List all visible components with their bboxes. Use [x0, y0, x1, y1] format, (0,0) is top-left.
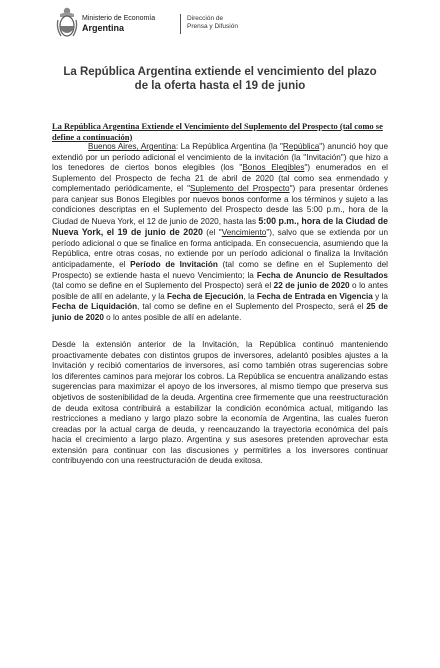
paragraph-2: Desde la extensión anterior de la Invitación, la República continuó manteniendo proactivamente debates con distintos grupos de inversores, adelantó posibles ajustes a la Invitación y recibió comentarios de inversores, así como también otras sugerencias sobre los diferentes caminos para mejorar los cobros. La República se encuentra analizando estas sugerencias para maximizar el apoyo de los inversores, al mismo tiempo que preserva sus objetivos de sostenibilidad de la deuda. Argentina cree firmemente que una reestructuración de deuda exitosa contribuirá a estabilizar la condición económica actual, mitigando las restricciones a mediano y largo plazo sobre la economía de Argentina, las cuales fueron creadas por la actual carga de deuda, y reencauzando la trayectoria económica del país hacia el crecimiento a largo plazo. Argentina y sus asesores pretenden aprovechar esta extensión para continuar con las discusiones y permitirles a los inversores continuar contribuyendo con una reestructuración de deuda exitosa. [52, 340, 388, 466]
department-line-2: Prensa y Difusión [187, 23, 238, 30]
date-25-junio: 25 de junio de 2020 [52, 302, 388, 322]
text: : La República Argentina (la " [175, 142, 283, 151]
deadline-bold: 5:00 p.m., hora de la Ciudad de Nueva York, el 19 de junio de 2020 [52, 215, 388, 238]
text: ") anunció hoy que extendió por un período adicional el vencimiento de la invitación (la "Invitación") que hizo a los tenedores de ciertos bonos elegibles (los " [52, 142, 389, 173]
letterhead [56, 6, 296, 48]
term-periodo: Período de Invitación [130, 260, 218, 270]
term-anuncio: Fecha de Anuncio de Resultados [256, 270, 388, 280]
department-name [187, 15, 238, 31]
ministry-line: Ministerio de Economía [82, 15, 156, 22]
text: , la [243, 291, 257, 301]
text: o lo antes posible de allí en adelante, y la [52, 281, 388, 301]
term-republica: República [282, 142, 320, 151]
country-name: Argentina [82, 23, 125, 33]
term-entrada: Fecha de Entrada en Vigencia [256, 291, 373, 301]
press-release-body [52, 121, 388, 467]
title-line-2: de la oferta hasta el 19 de junio [134, 80, 306, 92]
header-divider [180, 14, 181, 34]
term-suplemento: Suplemento del Prospecto [189, 184, 290, 194]
term-bonos-elegibles: Bonos Elegibles [242, 163, 305, 173]
place-dateline: Buenos Aires, Argentina [88, 142, 176, 151]
date-22-junio: 22 de junio de 2020 [273, 281, 350, 291]
text: (tal como se define en el Suplemento del Prospecto) será el [52, 281, 274, 291]
term-liquidacion: Fecha de Liquidación [52, 302, 138, 312]
text: (el " [202, 228, 222, 238]
text: "), salvo que se extienda por un período adicional o que se finalice en forma anticipada. En consecuencia, asumiendo que la República, entre otras cosas, no extiende por un período adicional o finaliza la Invitación anticipadamente, el [52, 228, 388, 270]
text: ") enumerados en el Suplemento del Prospecto de fecha 21 de abril de 2020 (tal como sea enmendado y complementado periódicamente, el " [52, 163, 388, 194]
coat-of-arms-icon [56, 6, 78, 40]
ministry-name [82, 14, 155, 33]
term-vencimiento: Vencimiento [221, 228, 267, 238]
text: y la [372, 291, 388, 301]
title-line-1: La República Argentina extiende el vencimiento del plazo [63, 66, 377, 78]
text: ") para presentar órdenes para canjear sus Bonos Elegibles por nuevos bonos conforme a los términos y sujeto a las condiciones descriptas en el Suplemento del Prospecto desde las 5:00 p.m., hora de la Ciudad de Nueva York, el 12 de junio de 2020, hasta las [52, 184, 388, 226]
section-subtitle: La República Argentina Extiende el Vencimiento del Suplemento del Prospecto (tal como se define a continuación) [52, 121, 383, 142]
page-title [30, 65, 410, 93]
term-ejecucion: Fecha de Ejecución [167, 291, 244, 301]
department-line-1: Dirección de [187, 15, 224, 22]
text: , tal como se define en el Suplemento del Prospecto, será el [137, 302, 367, 312]
paragraph-1 [52, 142, 388, 323]
text: o lo antes posible de allí en adelante. [103, 312, 242, 322]
text: (tal como se define en el Suplemento del Prospecto) se extiende hasta el nuevo Vencimiento; la [52, 260, 388, 280]
